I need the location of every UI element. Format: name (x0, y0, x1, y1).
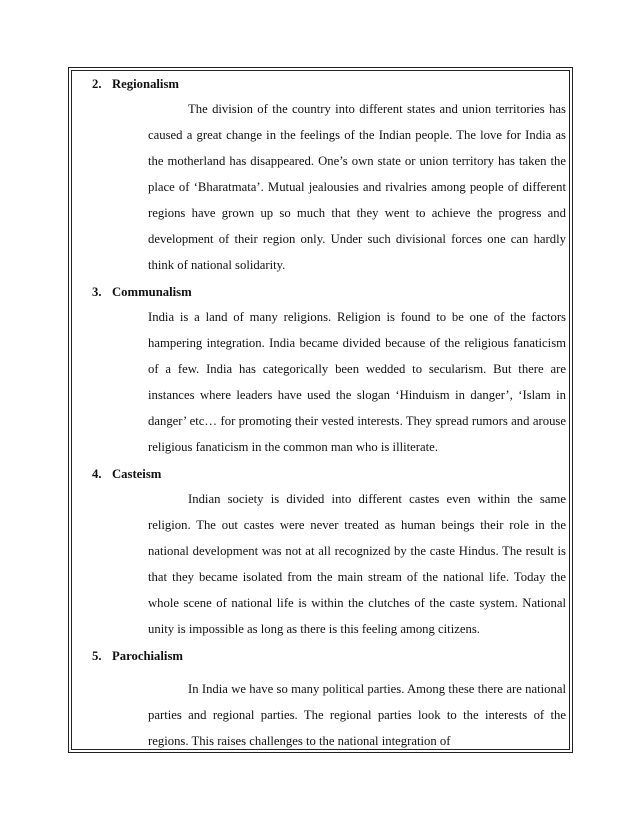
section-heading (76, 644, 566, 668)
section-casteism (76, 462, 566, 642)
section-number: 5. (92, 649, 102, 663)
section-paragraph: Indian society is divided into different castes even within the same religion. The out castes were never treated as human beings their role in the national development was not at all recognized by the caste Hindus. The result is that they became isolated from the main stream of the national life. Today the whole scene of national life is within the clutches of the caste system. National unity is impossible as long as there is this feeling among citizens. (148, 492, 566, 636)
section-title: Regionalism (112, 77, 179, 91)
section-title: Parochialism (112, 649, 183, 663)
section-paragraph: In India we have so many political parties. Among these there are national parties and regional parties. The regional parties look to the interests of the regions. This raises challenges to the national integration of (148, 682, 566, 748)
section-regionalism (76, 72, 566, 278)
section-title: Communalism (112, 285, 192, 299)
section-communalism (76, 280, 566, 460)
section-number: 4. (92, 467, 102, 481)
section-title: Casteism (112, 467, 162, 481)
section-paragraph: India is a land of many religions. Religion is found to be one of the factors hampering integration. India became divided because of the religious fanaticism of a few. India has categorically been wedded to secularism. But there are instances where leaders have used the slogan ‘Hinduism in danger’, ‘Islam in danger’ etc… for promoting their vested interests. They spread rumors and arouse religious fanaticism in the common man who is illiterate. (148, 310, 566, 454)
section-parochialism (76, 644, 566, 754)
section-paragraph: The division of the country into different states and union territories has caused a great change in the feelings of the Indian people. The love for India as the motherland has disappeared. One’s own state or union territory has taken the place of ‘Bharatmata’. Mutual jealousies and rivalries among people of different regions have grown up so much that they went to achieve the progress and development of their region only. Under such divisional forces one can hardly think of national solidarity. (148, 102, 566, 272)
section-heading (76, 462, 566, 486)
section-heading (76, 280, 566, 304)
section-number: 2. (92, 77, 102, 91)
section-number: 3. (92, 285, 102, 299)
section-heading (76, 72, 566, 96)
document-body (76, 70, 566, 754)
